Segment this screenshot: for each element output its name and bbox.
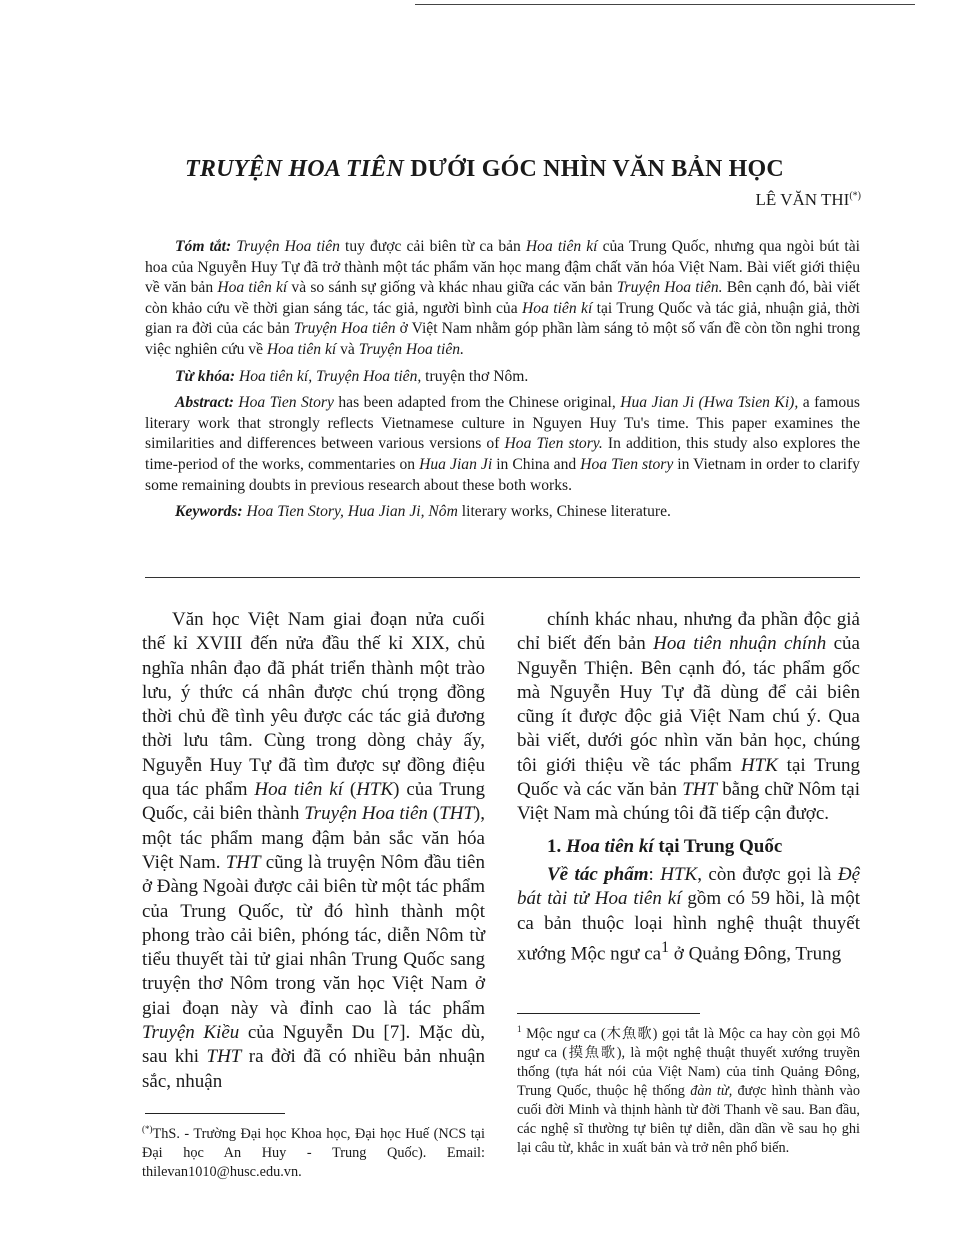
text-run: bằng chữ Nôm tại Việt Nam mà chúng tôi đã tiếp cận được. bbox=[517, 779, 860, 825]
text-run: truyện thơ Nôm. bbox=[421, 367, 529, 385]
text-run: Hoa Tien Story bbox=[238, 394, 334, 412]
text-run: Truyện Hoa tiên. bbox=[358, 340, 464, 358]
text-run: ( bbox=[427, 803, 440, 825]
text-run: Từ khóa: bbox=[175, 367, 236, 385]
text-run: HTK bbox=[740, 754, 778, 776]
text-run: đàn từ bbox=[690, 1082, 729, 1099]
text-run: Hoa tiên nhuận chính bbox=[653, 633, 827, 655]
text-run: Hoa Tien story. bbox=[504, 435, 603, 453]
article-title bbox=[0, 156, 969, 183]
author-name: LÊ VĂN THI bbox=[755, 190, 850, 209]
text-run: Truyện Hoa tiên bbox=[304, 803, 428, 825]
text-run: , được hình thành vào cuối đời Minh và thịnh hành từ đời Thanh về sau. Ban đầu, các nghệ sĩ thường tự biên tự diễn, dần dần về sau họ ghi lại câu từ, khắc in xuất bản và trở nên phổ biến. bbox=[517, 1082, 860, 1156]
text-run: ), một tác phẩm mang đậm bản sắc văn hóa Việt Nam. bbox=[142, 803, 485, 873]
footnote-divider-right bbox=[517, 1013, 700, 1014]
text-run: 1. bbox=[547, 835, 566, 857]
text-run: 1 bbox=[517, 1024, 522, 1034]
text-run: HTK bbox=[660, 863, 698, 885]
text-run: của Trung Quốc, nhưng qua ngòi bút tài hoa của Nguyễn Huy Tự đã trở thành một tác phẩm văn học mang đậm chất văn hóa Việt Nam. Bài viết giới thiệu về văn bản bbox=[145, 238, 860, 297]
text-run: has been adapted from the Chinese original, bbox=[333, 394, 621, 412]
text-run: HTK bbox=[356, 779, 394, 801]
text-run: in Vietnam in order to clarify some remaining doubts in previous research about these both works. bbox=[145, 455, 860, 494]
abstract-vietnamese bbox=[145, 237, 860, 361]
text-run: literary works, Chinese literature. bbox=[457, 503, 671, 521]
abstract-divider bbox=[145, 577, 860, 578]
title-rest: DƯỚI GÓC NHÌN VĂN BẢN HỌC bbox=[404, 156, 784, 183]
text-run: Truyện Hoa tiên bbox=[236, 238, 340, 255]
text-run: 1 bbox=[661, 938, 670, 956]
text-run: ở Quảng Đông, Trung bbox=[669, 943, 842, 965]
body-column-left bbox=[142, 608, 485, 1094]
text-run: THT bbox=[682, 779, 718, 801]
text-run: và bbox=[336, 340, 359, 358]
text-run: Keywords: bbox=[175, 503, 243, 521]
text-run: Mộc ngư ca (木魚歌) gọi tắt là Mộc ca hay còn gọi Mô ngư ca (摸魚歌), là một nghệ thuật thuyết xướng truyền thống (tựa hát nói của Việt Nam) của tỉnh Quảng Đông, Trung Quốc, thuộc hệ thống bbox=[517, 1025, 860, 1099]
header-rule bbox=[415, 4, 915, 5]
text-run: Hoa Tien Story, Hua Jian Ji, Nôm bbox=[246, 503, 458, 521]
body-paragraph bbox=[517, 863, 860, 967]
footnote-author bbox=[142, 1120, 485, 1182]
author-footnote-mark: (*) bbox=[849, 190, 861, 202]
text-run: in China and bbox=[492, 455, 581, 473]
footnote-1 bbox=[517, 1020, 860, 1158]
text-run: Đệ bát tài tử Hoa tiên kí bbox=[517, 863, 860, 910]
body-paragraph bbox=[517, 608, 860, 827]
text-run: Hoa tiên kí bbox=[217, 279, 288, 297]
text-run: Truyện Hoa tiên. bbox=[616, 279, 723, 297]
text-run: THT bbox=[225, 851, 261, 873]
text-run: Tóm tắt: bbox=[175, 238, 232, 255]
body-column-right bbox=[517, 608, 860, 966]
text-run: Hoa tiên kí, Truyện Hoa tiên, bbox=[238, 367, 422, 385]
text-run: THT bbox=[439, 803, 474, 825]
text-run: In addition, this study also explores the time-period of the works, commentaries on bbox=[145, 435, 860, 473]
text-run: Về tác phẩm bbox=[547, 863, 649, 885]
text-run: (*) bbox=[142, 1124, 153, 1134]
text-run: Hua Jian Ji bbox=[419, 455, 493, 473]
text-run: của Nguyễn Thiện. Bên cạnh đó, tác phẩm gốc mà Nguyễn Huy Tự đã dùng để cải biên cũng ít được độc giả Việt Nam chú ý. Qua bài viết, dưới góc nhìn văn bản học, chúng tôi giới thiệu về tác phẩm bbox=[517, 633, 860, 776]
keywords-english bbox=[145, 502, 860, 523]
text-run: Truyện Kiều bbox=[142, 1022, 240, 1044]
text-run: ra đời đã có nhiều bản nhuận sắc, nhuận bbox=[142, 1046, 486, 1092]
text-run: của Nguyễn Du [7]. Mặc dù, sau khi bbox=[142, 1022, 485, 1068]
text-run: a famous literary work that strongly reflects Vietnamese culture in Nguyen Huy Tu's time. This paper examines the similarities and differences between various versions of bbox=[145, 394, 860, 453]
text-run: gồm có 59 hồi, là một ca bản thuộc loại hình nghệ thuật thuyết xướng Mộc ngư ca bbox=[517, 888, 860, 965]
text-run: và so sánh sự giống và khác nhau giữa các văn bản bbox=[287, 279, 617, 297]
text-run: : bbox=[648, 863, 661, 885]
text-run: Hoa tiên kí bbox=[566, 835, 654, 857]
author bbox=[756, 190, 861, 210]
text-run: Bên cạnh đó, bài viết còn khảo cứu về thời gian sáng tác, tác giả, người bình của bbox=[145, 279, 860, 317]
keywords-vietnamese bbox=[145, 367, 860, 388]
text-run: ThS. - Trường Đại học Khoa học, Đại học Huế (NCS tại Đại học An Huy - Trung Quốc). Email: thilevan1010@husc.edu.vn. bbox=[142, 1125, 485, 1180]
text-run: Hoa tiên kí bbox=[266, 340, 337, 358]
text-run: Văn học Việt Nam giai đoạn nửa cuối thế kỉ XVIII đến nửa đầu thế kỉ XIX, chủ nghĩa nhân đạo đã phát triển thành một trào lưu, ý thức cá nhân được chú trọng đồng thời chủ đề tình yêu được các tác giả đương thời lưu tâm. Cùng trong dòng chảy ấy, Nguyễn Huy Tự đã tìm được sự đồng điệu qua tác phẩm bbox=[142, 609, 485, 801]
text-run: ) của Trung Quốc, cải biên thành bbox=[142, 779, 485, 825]
abstract-english bbox=[145, 393, 860, 496]
text-run: tuy được cải biên từ ca bản bbox=[339, 238, 526, 255]
section-heading bbox=[517, 835, 860, 859]
text-run: cũng là truyện Nôm đầu tiên ở Đàng Ngoài được cải biên từ một tác phẩm của Trung Quốc, từ đó hình thành một phong trào cải biên, phóng tác, diễn Nôm từ tiểu thuyết tài tử giai nhân Trung Quốc sang truyện thơ Nôm trong văn học Việt Nam ở giai đoạn này và đỉnh cao là tác phẩm bbox=[142, 851, 486, 1019]
text-run: tại Trung Quốc và tác giả, nhuận giả, thời gian ra đời của các bản bbox=[145, 299, 860, 338]
text-run: Hoa tiên kí bbox=[525, 238, 598, 255]
text-run: chính khác nhau, nhưng đa phần độc giả chỉ biết đến bản bbox=[517, 609, 860, 655]
text-run: tại Trung Quốc và các văn bản bbox=[517, 754, 860, 801]
text-run: ở Việt Nam nhằm góp phần làm sáng tỏ một số vấn đề còn tồn nghi trong việc nghiên cứu về bbox=[145, 320, 860, 358]
text-run: Truyện Hoa tiên bbox=[293, 320, 396, 338]
text-run: THT bbox=[206, 1046, 242, 1068]
title-italic: TRUYỆN HOA TIÊN bbox=[185, 156, 405, 183]
body-paragraph bbox=[142, 608, 485, 1094]
text-run: ( bbox=[343, 779, 357, 801]
text-run: Hoa tiên kí bbox=[522, 299, 593, 317]
text-run: Abstract: bbox=[175, 394, 234, 412]
text-run: Hua Jian Ji (Hwa Tsien Ki), bbox=[620, 394, 799, 412]
text-run: tại Trung Quốc bbox=[653, 835, 783, 857]
text-run: , còn được gọi là bbox=[697, 863, 838, 885]
abstract-block bbox=[145, 237, 860, 529]
text-run: Hoa Tien story bbox=[580, 455, 674, 473]
footnote-divider-left bbox=[145, 1113, 285, 1114]
text-run: Hoa tiên kí bbox=[254, 779, 343, 801]
